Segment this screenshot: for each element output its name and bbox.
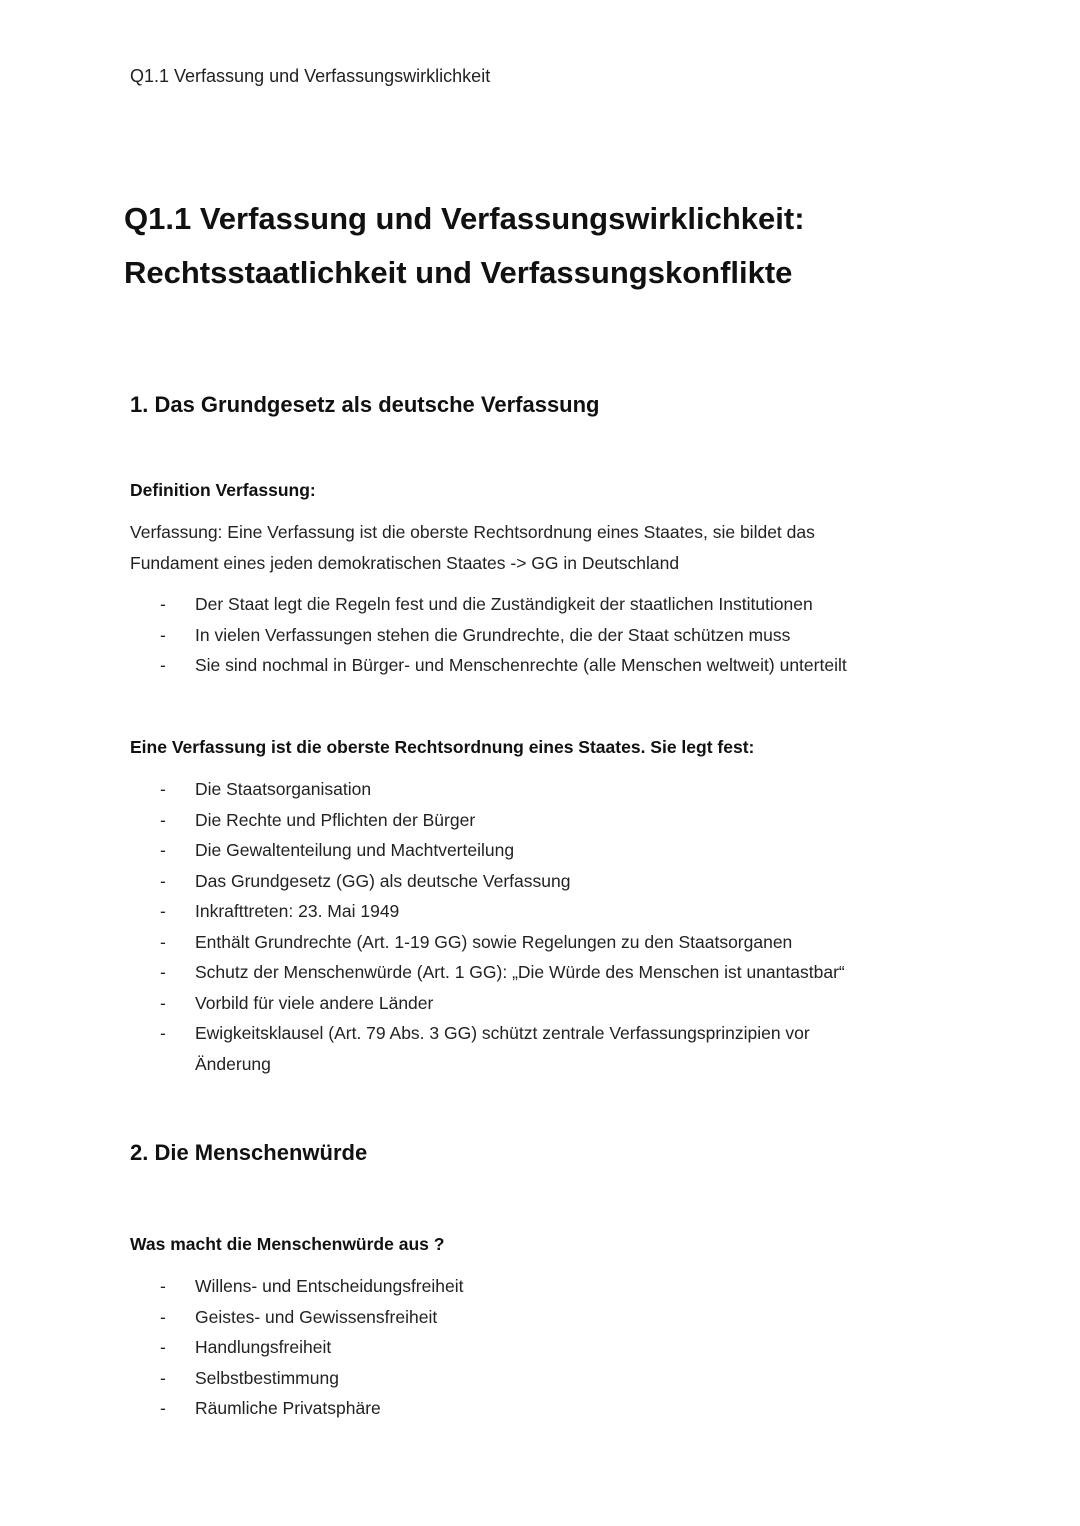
bullet-dash: - — [160, 655, 166, 675]
definition-heading: Definition Verfassung: — [130, 480, 316, 500]
list-item-text-line-2: Änderung — [195, 1053, 271, 1074]
list-item-text: Die Rechte und Pflichten der Bürger — [195, 809, 476, 830]
bullet-dash: - — [160, 1367, 166, 1388]
document-title-line-2: Rechtsstaatlichkeit und Verfassungskonflikte — [124, 255, 793, 290]
bullet-dash: - — [160, 624, 166, 645]
list-item — [130, 589, 980, 620]
document-title — [124, 192, 984, 300]
running-header: Q1.1 Verfassung und Verfassungswirklichkeit — [130, 66, 491, 86]
list-item — [130, 835, 980, 866]
list-item — [130, 650, 980, 681]
bullet-dash: - — [160, 1276, 166, 1296]
bullet-dash: - — [160, 779, 166, 799]
list-item — [130, 1018, 980, 1079]
list-item — [130, 805, 980, 836]
list-item-text: Geistes- und Gewissensfreiheit — [195, 1306, 438, 1327]
list-item-text: In vielen Verfassungen stehen die Grundrechte, die der Staat schützen muss — [195, 624, 791, 645]
list-item — [130, 620, 980, 651]
list-item-text: Enthält Grundrechte (Art. 1-19 GG) sowie Regelungen zu den Staatsorganen — [195, 931, 793, 952]
bullet-dash: - — [160, 992, 166, 1013]
list-item-text: Räumliche Privatsphäre — [195, 1398, 381, 1418]
document-title-line-1: Q1.1 Verfassung und Verfassungswirklichkeit: — [124, 201, 805, 236]
list-item-text: Vorbild für viele andere Länder — [195, 992, 434, 1013]
list-item-text: Die Gewaltenteilung und Machtverteilung — [195, 840, 515, 860]
bullet-dash: - — [160, 870, 166, 891]
list-item-text: Der Staat legt die Regeln fest und die Zuständigkeit der staatlichen Institutionen — [195, 594, 813, 614]
bullet-dash: - — [160, 1398, 166, 1418]
list-item — [130, 988, 980, 1019]
list-item-text: Willens- und Entscheidungsfreiheit — [195, 1276, 464, 1296]
section-heading-grundgesetz: 1. Das Grundgesetz als deutsche Verfassung — [130, 392, 600, 417]
definition-line-1: Verfassung: Eine Verfassung ist die oberste Rechtsordnung eines Staates, sie bildet das — [130, 522, 815, 542]
list-item — [130, 1271, 980, 1302]
list-item — [130, 774, 980, 805]
list-item — [130, 927, 980, 958]
menschenwuerde-bullet-list — [130, 1271, 980, 1424]
constitution-bullet-list — [130, 774, 980, 1079]
list-item — [130, 1302, 980, 1333]
list-item — [130, 957, 980, 988]
bullet-dash: - — [160, 962, 166, 982]
list-item-text: Inkrafttreten: 23. Mai 1949 — [195, 901, 400, 921]
list-item — [130, 896, 980, 927]
bullet-dash: - — [160, 931, 166, 952]
definition-paragraph — [130, 517, 960, 578]
list-item — [130, 1393, 980, 1424]
list-item-text: Selbstbestimmung — [195, 1367, 339, 1388]
bullet-dash: - — [160, 1023, 166, 1043]
constitution-sub-heading: Eine Verfassung ist die oberste Rechtsordnung eines Staates. Sie legt fest: — [130, 737, 755, 757]
list-item — [130, 1332, 980, 1363]
bullet-dash: - — [160, 840, 166, 860]
list-item-text: Die Staatsorganisation — [195, 779, 372, 799]
bullet-dash: - — [160, 1337, 166, 1357]
bullet-dash: - — [160, 594, 166, 614]
list-item — [130, 1363, 980, 1394]
list-item-text: Sie sind nochmal in Bürger- und Menschenrechte (alle Menschen weltweit) unterteilt — [195, 655, 847, 675]
definition-line-2: Fundament eines jeden demokratischen Staates -> GG in Deutschland — [130, 552, 680, 573]
list-item — [130, 866, 980, 897]
list-item-text: Schutz der Menschenwürde (Art. 1 GG): „Die Würde des Menschen ist unantastbar“ — [195, 962, 845, 982]
bullet-dash: - — [160, 809, 166, 830]
list-item-text: Handlungsfreiheit — [195, 1337, 332, 1357]
list-item-text-line-1: Ewigkeitsklausel (Art. 79 Abs. 3 GG) schützt zentrale Verfassungsprinzipien vor — [195, 1023, 810, 1043]
definition-bullet-list — [130, 589, 980, 681]
bullet-dash: - — [160, 901, 166, 921]
list-item-text: Das Grundgesetz (GG) als deutsche Verfassung — [195, 870, 571, 891]
bullet-dash: - — [160, 1306, 166, 1327]
section-heading-menschenwuerde: 2. Die Menschenwürde — [130, 1140, 368, 1165]
menschenwuerde-sub-heading: Was macht die Menschenwürde aus ? — [130, 1234, 445, 1254]
